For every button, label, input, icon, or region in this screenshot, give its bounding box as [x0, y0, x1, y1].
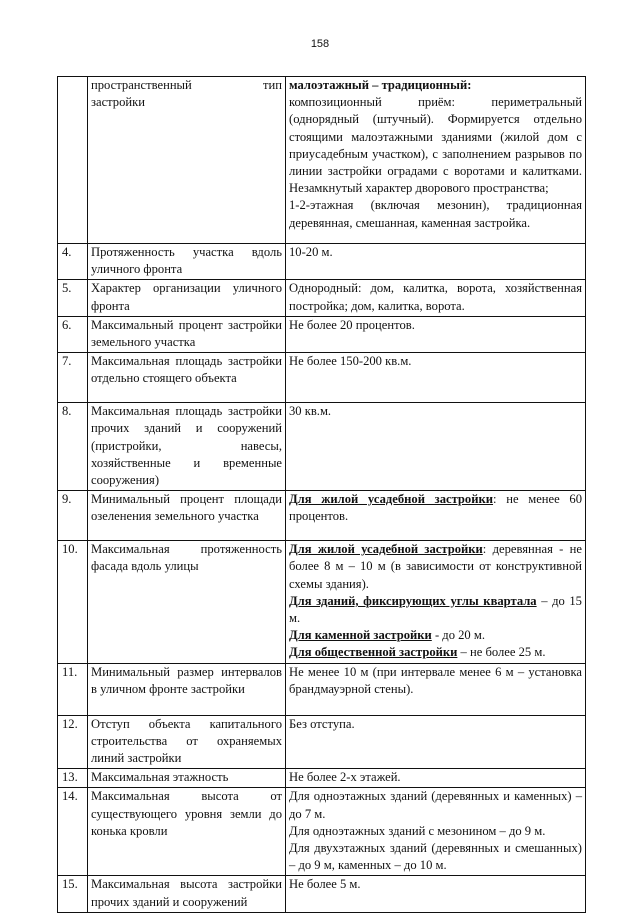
row-number: 10.: [58, 541, 88, 663]
value-cell: Не более 2-х этажей.: [286, 769, 586, 788]
row-number: 15.: [58, 876, 88, 912]
value-cell: Однородный: дом, калитка, ворота, хозяйственная постройка; дом, калитка, ворота.: [286, 280, 586, 316]
row-number: 9.: [58, 491, 88, 541]
value-text: композиционный приём: периметральный (однорядный (штучный). Формируется отдельно стоящими малоэтажными зданиями (жилой дом с приусадебным участком), с заполнением разрывов по линии застройки оградами с воротами и калитками. Незамкнутый характер дворового пространства;: [289, 95, 582, 196]
value-emphasis: Для зданий, фиксирующих углы квартала: [289, 593, 537, 608]
table-row: [58, 491, 586, 541]
table-row: [58, 316, 586, 352]
row-number: 4.: [58, 244, 88, 280]
value-line: [289, 541, 582, 593]
criterion-cell: Максимальная высота застройки прочих зданий и сооружений: [88, 876, 286, 912]
value-cell: Не менее 10 м (при интервале менее 6 м – установка брандмауэрной стены).: [286, 663, 586, 715]
row-number: 7.: [58, 353, 88, 403]
value-heading: малоэтажный – традиционный:: [289, 78, 472, 92]
table-row: [58, 353, 586, 403]
criterion-text: застройки: [91, 95, 146, 110]
criterion-cell: Протяженность участка вдоль уличного фронта: [88, 244, 286, 280]
value-emphasis: Для каменной застройки: [289, 628, 432, 643]
criterion-text: пространственный: [91, 78, 192, 92]
table-row: [58, 876, 586, 912]
table-row: [58, 769, 586, 788]
value-cell: Не более 5 м.: [286, 876, 586, 912]
value-cell: [286, 77, 586, 244]
criterion-cell: Максимальный процент застройки земельного участка: [88, 316, 286, 352]
criterion-cell: Минимальный процент площади озеленения земельного участка: [88, 491, 286, 541]
value-cell: Не более 150-200 кв.м.: [286, 353, 586, 403]
row-number: 12.: [58, 715, 88, 769]
table-row: [58, 788, 586, 876]
value-cell: [286, 541, 586, 663]
value-cell: [286, 788, 586, 876]
row-number: [58, 77, 88, 244]
value-cell: Без отступа.: [286, 715, 586, 769]
value-emphasis: Для жилой усадебной застройки: [289, 492, 494, 507]
criterion-cell: Минимальный размер интервалов в уличном фронте застройки: [88, 663, 286, 715]
row-number: 13.: [58, 769, 88, 788]
row-number: 5.: [58, 280, 88, 316]
table-row: [58, 280, 586, 316]
value-text: – до 15 м.: [289, 593, 582, 626]
value-line: [289, 627, 582, 644]
value-cell: [286, 491, 586, 541]
value-cell: 10-20 м.: [286, 244, 586, 280]
page-number: 158: [310, 38, 330, 50]
criterion-cell: [88, 77, 286, 244]
row-number: 14.: [58, 788, 88, 876]
value-emphasis: Для жилой усадебной застройки: [289, 542, 483, 557]
value-text: : не менее 60 процентов.: [289, 492, 582, 524]
criterion-cell: Характер организации уличного фронта: [88, 280, 286, 316]
value-text: 1-2-этажная (включая мезонин), традиционная деревянная, смешанная, каменная застройка.: [289, 198, 582, 230]
value-cell: Не более 20 процентов.: [286, 316, 586, 352]
row-number: 6.: [58, 316, 88, 352]
value-text: : деревянная - не более 8 м – 10 м (в зависимости от конструктивной схемы здания).: [289, 542, 582, 591]
criterion-text: тип: [263, 78, 282, 92]
value-emphasis: Для общественной застройки: [289, 645, 458, 660]
value-text: – не более 25 м.: [457, 645, 546, 660]
table-row: [58, 663, 586, 715]
row-number: 8.: [58, 403, 88, 491]
value-text: - до 20 м.: [431, 628, 486, 643]
value-line: [289, 593, 582, 627]
criterion-cell: Максимальная площадь застройки прочих зданий и сооружений (пристройки, навесы, хозяйственные и временные сооружения): [88, 403, 286, 491]
criterion-cell: Максимальная этажность: [88, 769, 286, 788]
value-cell: 30 кв.м.: [286, 403, 586, 491]
value-line: Для двухэтажных зданий (деревянных и смешанных) – до 9 м, каменных – до 10 м.: [289, 841, 582, 873]
value-line: Для одноэтажных зданий (деревянных и каменных) – до 7 м.: [289, 789, 582, 821]
criterion-cell: Отступ объекта капитального строительства от охраняемых линий застройки: [88, 715, 286, 769]
criterion-cell: Максимальная протяженность фасада вдоль улицы: [88, 541, 286, 663]
row-number: 11.: [58, 663, 88, 715]
table-row: [58, 77, 586, 244]
table-row: [58, 244, 586, 280]
value-line: [289, 644, 582, 661]
criterion-cell: Максимальная площадь застройки отдельно стоящего объекта: [88, 353, 286, 403]
table-row: [58, 403, 586, 491]
value-line: Для одноэтажных зданий с мезонином – до 9 м.: [289, 823, 546, 838]
criterion-cell: Максимальная высота от существующего уровня земли до конька кровли: [88, 788, 286, 876]
regulations-table: [57, 76, 586, 913]
table-row: [58, 541, 586, 663]
table-row: [58, 715, 586, 769]
